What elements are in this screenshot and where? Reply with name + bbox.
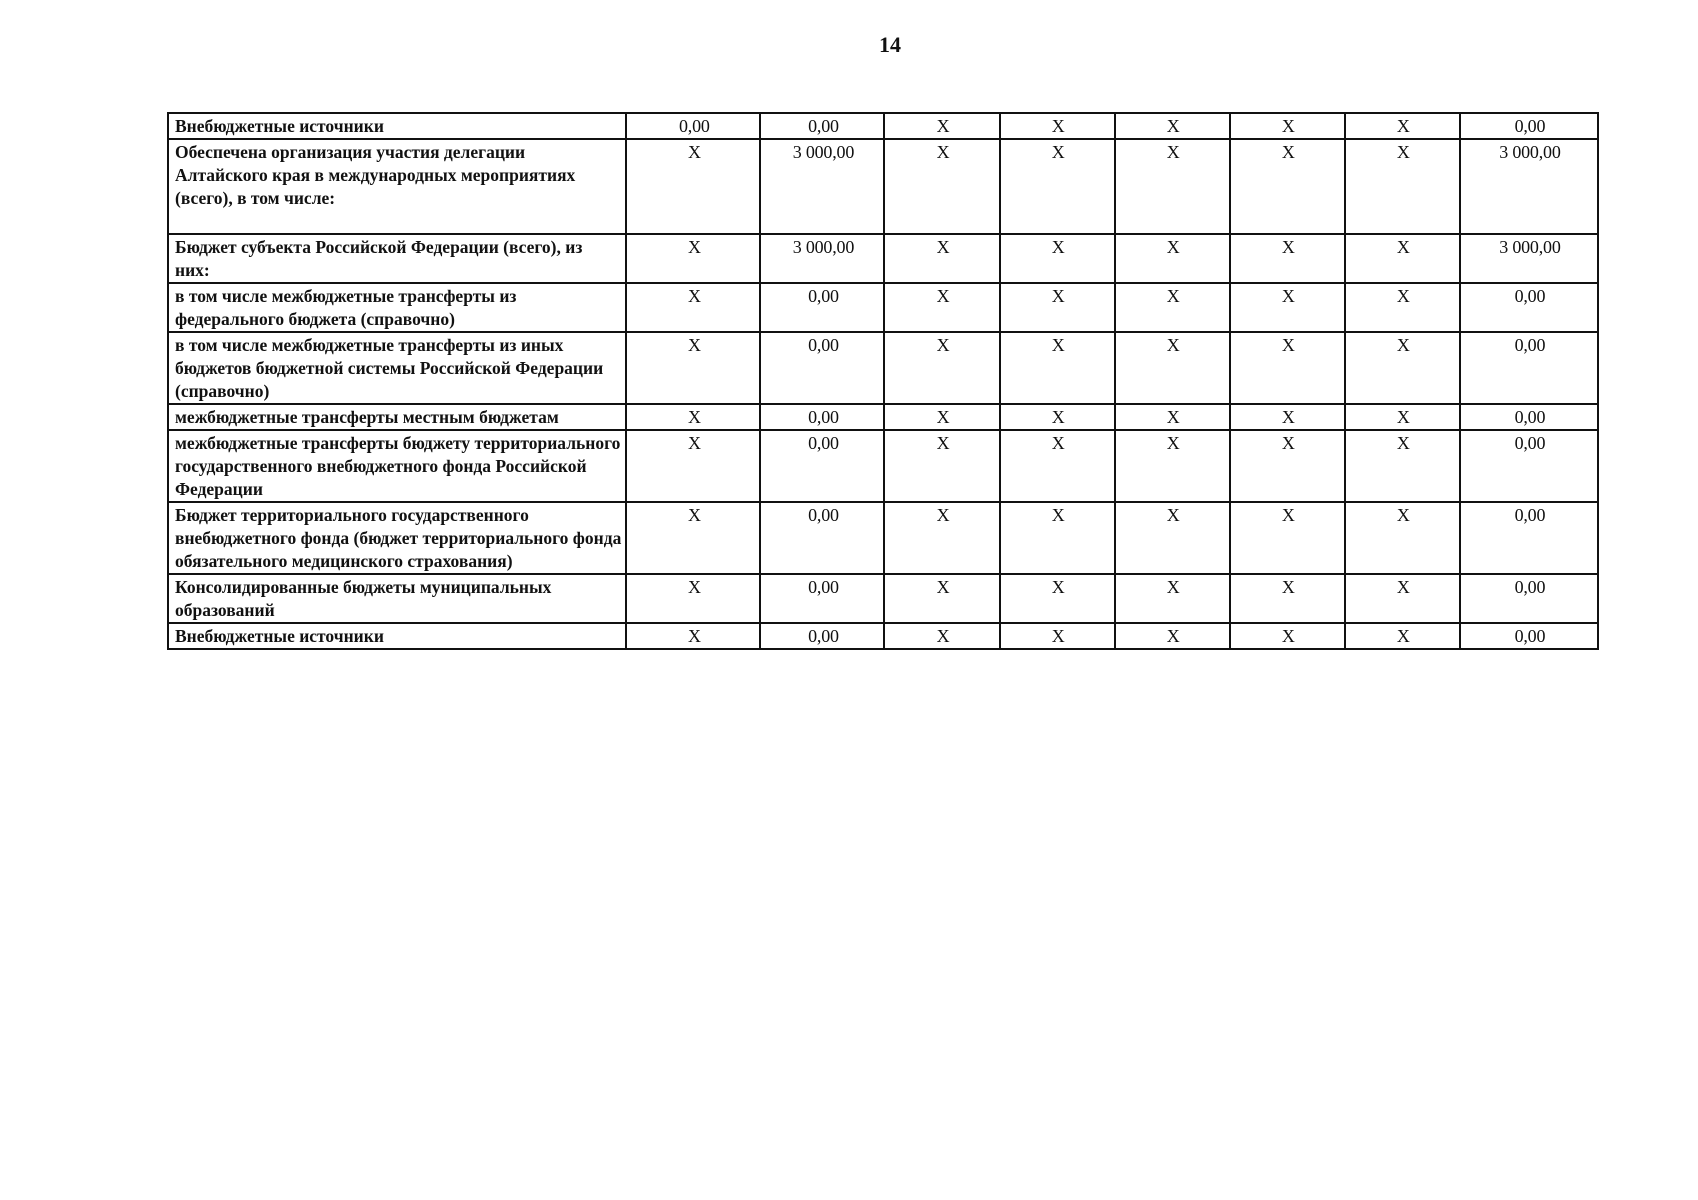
table-cell: Х — [1230, 139, 1345, 234]
table-cell: Х — [1000, 113, 1115, 139]
row-label: Обеспечена организация участия делегации Алтайского края в международных мероприятиях (всего), в том числе: — [168, 139, 626, 234]
table-cell: Х — [884, 502, 999, 574]
table-row — [168, 234, 1598, 283]
table-cell: 0,00 — [626, 113, 760, 139]
row-label: Внебюджетные источники — [168, 623, 626, 649]
table-cell: Х — [1115, 139, 1230, 234]
table-cell: Х — [1345, 283, 1460, 332]
table-cell: Х — [1345, 404, 1460, 430]
table-cell: Х — [1000, 404, 1115, 430]
table-cell: 0,00 — [760, 623, 884, 649]
table-cell: Х — [1230, 404, 1345, 430]
table-cell: Х — [884, 430, 999, 502]
table-cell: 0,00 — [760, 404, 884, 430]
table-cell: Х — [1115, 404, 1230, 430]
table-cell: 0,00 — [1460, 283, 1598, 332]
table-row — [168, 430, 1598, 502]
table-cell: Х — [1230, 502, 1345, 574]
table-cell: Х — [1000, 430, 1115, 502]
page-number: 14 — [879, 32, 901, 57]
table-row — [168, 623, 1598, 649]
table-cell: 0,00 — [760, 332, 884, 404]
table-cell: 0,00 — [1460, 430, 1598, 502]
table-cell: 3 000,00 — [1460, 234, 1598, 283]
table-cell: Х — [1345, 502, 1460, 574]
table-cell: Х — [1230, 234, 1345, 283]
table-cell: Х — [1000, 283, 1115, 332]
row-label: Бюджет субъекта Российской Федерации (всего), из них: — [168, 234, 626, 283]
table-cell: Х — [626, 332, 760, 404]
table-cell: 3 000,00 — [760, 139, 884, 234]
budget-table — [167, 112, 1599, 650]
table-cell: 0,00 — [1460, 502, 1598, 574]
row-label: в том числе межбюджетные трансферты из иных бюджетов бюджетной системы Российской Федерации (справочно) — [168, 332, 626, 404]
table-cell: Х — [1345, 574, 1460, 623]
table-cell: 0,00 — [760, 430, 884, 502]
table-cell: Х — [1230, 574, 1345, 623]
table-cell: Х — [1345, 234, 1460, 283]
table-row — [168, 404, 1598, 430]
table-cell: 0,00 — [1460, 113, 1598, 139]
row-label: межбюджетные трансферты бюджету территориального государственного внебюджетного фонда Российской Федерации — [168, 430, 626, 502]
table-cell: Х — [1115, 283, 1230, 332]
table-cell: Х — [884, 283, 999, 332]
row-label: Бюджет территориального государственного внебюджетного фонда (бюджет территориального фонда обязательного медицинского страхования) — [168, 502, 626, 574]
table-cell: Х — [1000, 332, 1115, 404]
table-cell: Х — [884, 113, 999, 139]
table-cell: Х — [1345, 139, 1460, 234]
table-cell: Х — [1115, 113, 1230, 139]
table-cell: Х — [1345, 332, 1460, 404]
table-cell: Х — [884, 332, 999, 404]
row-label: Консолидированные бюджеты муниципальных образований — [168, 574, 626, 623]
table-cell: 0,00 — [760, 283, 884, 332]
table-cell: Х — [1230, 113, 1345, 139]
table-cell: Х — [1230, 283, 1345, 332]
table-cell: Х — [1115, 234, 1230, 283]
table-cell: Х — [1000, 623, 1115, 649]
table-cell: Х — [626, 623, 760, 649]
table-cell: Х — [1115, 430, 1230, 502]
table-row — [168, 139, 1598, 234]
table-row — [168, 574, 1598, 623]
table-cell: Х — [626, 234, 760, 283]
table-row — [168, 502, 1598, 574]
table-cell: Х — [884, 574, 999, 623]
table-cell: Х — [1115, 502, 1230, 574]
table-cell: Х — [1345, 113, 1460, 139]
table-cell: Х — [1115, 574, 1230, 623]
table-cell: 0,00 — [1460, 623, 1598, 649]
table-cell: Х — [1000, 502, 1115, 574]
table-cell: Х — [1230, 430, 1345, 502]
table-cell: Х — [884, 234, 999, 283]
table-cell: Х — [626, 502, 760, 574]
table-cell: Х — [1000, 234, 1115, 283]
table-cell: Х — [626, 139, 760, 234]
table-row — [168, 113, 1598, 139]
table-cell: 3 000,00 — [760, 234, 884, 283]
table-cell: Х — [1230, 623, 1345, 649]
table-cell: 0,00 — [760, 574, 884, 623]
table-cell: Х — [884, 139, 999, 234]
table-cell: 0,00 — [1460, 332, 1598, 404]
table-cell: Х — [1000, 139, 1115, 234]
table-cell: 3 000,00 — [1460, 139, 1598, 234]
row-label: в том числе межбюджетные трансферты из федерального бюджета (справочно) — [168, 283, 626, 332]
table-cell: Х — [1345, 430, 1460, 502]
table-cell: Х — [1115, 623, 1230, 649]
table-cell: Х — [884, 623, 999, 649]
table-cell: 0,00 — [760, 502, 884, 574]
table-cell: Х — [1230, 332, 1345, 404]
table-cell: Х — [626, 430, 760, 502]
table-cell: 0,00 — [1460, 574, 1598, 623]
table-cell: 0,00 — [760, 113, 884, 139]
table-cell: Х — [626, 574, 760, 623]
table-row — [168, 283, 1598, 332]
table-cell: 0,00 — [1460, 404, 1598, 430]
row-label: Внебюджетные источники — [168, 113, 626, 139]
table-cell: Х — [1115, 332, 1230, 404]
table-cell: Х — [884, 404, 999, 430]
row-label: межбюджетные трансферты местным бюджетам — [168, 404, 626, 430]
table-row — [168, 332, 1598, 404]
table-cell: Х — [626, 283, 760, 332]
table-cell: Х — [1345, 623, 1460, 649]
table-cell: Х — [1000, 574, 1115, 623]
table-cell: Х — [626, 404, 760, 430]
